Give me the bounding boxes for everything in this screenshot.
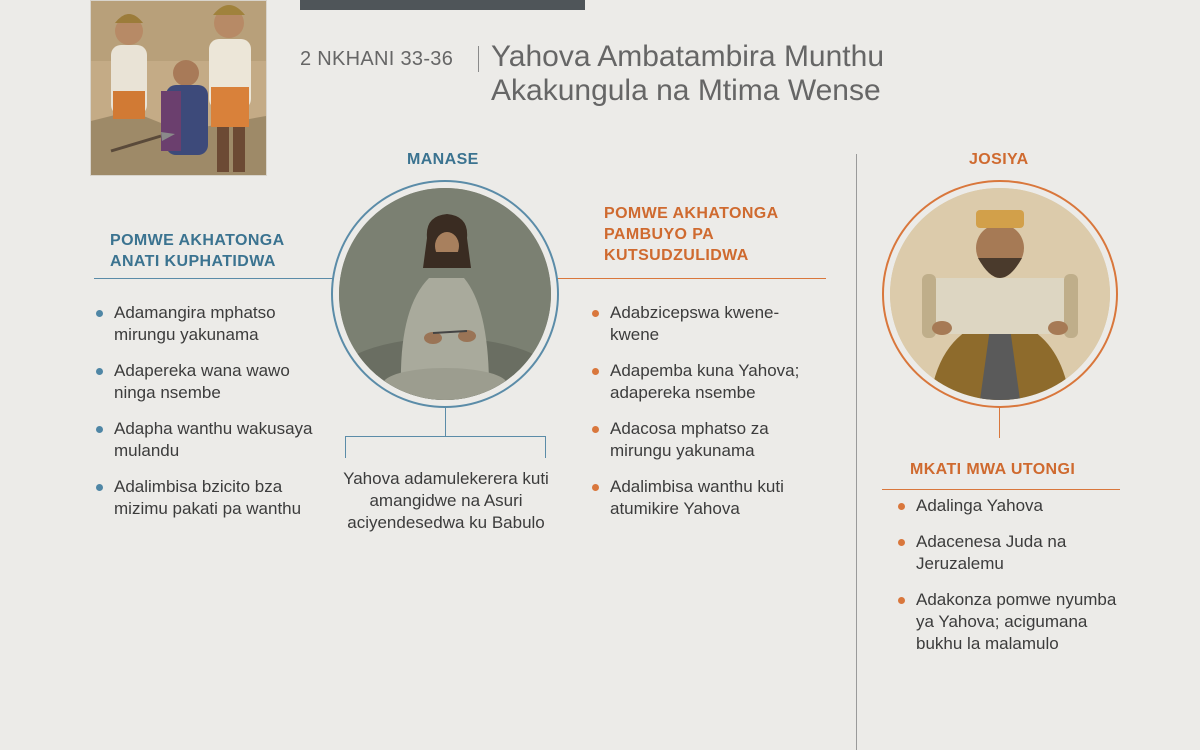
captivity-text: Yahova adamulekerera kuti amangidwe na Asuri aciyendesedwa ku Babulo [343,469,549,532]
list-item [592,302,822,346]
list-item-text: Adapereka wana wawo ninga nsembe [114,361,290,402]
reign-heading-rule [882,489,1120,490]
after-repentance-list [592,302,822,534]
bullet-icon [898,503,905,510]
list-item-text: Adamangira mphatso mirungu yakunama [114,303,276,344]
scripture-reference: 2 NKHANI 33-36 [300,48,454,70]
list-item-text: Adalinga Yahova [916,496,1043,515]
manase-portrait [339,188,551,400]
captivity-bracket-left [345,436,346,458]
manase-label: MANASE [407,151,479,168]
list-item [96,302,316,346]
soldiers-illustration [90,0,267,176]
before-heading-rule [94,278,334,279]
captivity-connector [445,408,446,436]
list-item [96,476,316,520]
before-repentance-list [96,302,316,534]
bullet-icon [898,597,905,604]
josiya-portrait [890,188,1110,400]
header-separator [478,46,479,72]
reign-heading: MKATI MWA UTONGI [910,461,1076,478]
list-item-text: Adacenesa Juda na Jeruzalemu [916,532,1067,573]
bullet-icon [96,368,103,375]
list-item-text: Adapemba kuna Yahova; adapereka nsembe [610,361,800,402]
list-item-text: Adalimbisa wanthu kuti atumikire Yahova [610,477,784,518]
column-divider [856,154,857,750]
list-item-text: Adacosa mphatso za mirungu yakunama [610,419,769,460]
bullet-icon [898,539,905,546]
list-item-text: Adakonza pomwe nyumba ya Yahova; acigumana bukhu la malamulo [916,590,1117,653]
manase-portrait-frame [331,180,559,408]
reign-connector [999,408,1000,438]
list-item [898,495,1138,517]
title-line-2: Akakungula na Mtima Wense [491,74,881,107]
before-repentance-heading: POMWE AKHATONGA ANATI KUPHATIDWA [110,232,284,270]
list-item-text: Adapha wanthu wakusaya mulandu [114,419,313,460]
bullet-icon [592,484,599,491]
bullet-icon [592,426,599,433]
list-item [898,531,1138,575]
list-item [592,418,822,462]
after-heading-rule [556,278,826,279]
captivity-bracket-right [545,436,546,458]
josiya-portrait-frame [882,180,1118,408]
list-item [96,418,316,462]
bullet-icon [96,310,103,317]
list-item-text: Adabzicepswa kwene-kwene [610,303,780,344]
title-line-1: Yahova Ambatambira Munthu [491,40,885,73]
header-bar [300,0,585,10]
page-title [491,40,884,108]
josiya-label: JOSIYA [969,151,1029,168]
bullet-icon [592,368,599,375]
reign-list [898,495,1138,669]
list-item [898,589,1138,655]
captivity-bracket-top [345,436,545,437]
list-item-text: Adalimbisa bzicito bza mizimu pakati pa wanthu [114,477,302,518]
list-item [592,360,822,404]
bullet-icon [96,426,103,433]
list-item [96,360,316,404]
bullet-icon [592,310,599,317]
list-item [592,476,822,520]
after-repentance-heading: POMWE AKHATONGA PAMBUYO PA KUTSUDZULIDWA [604,205,778,264]
bullet-icon [96,484,103,491]
